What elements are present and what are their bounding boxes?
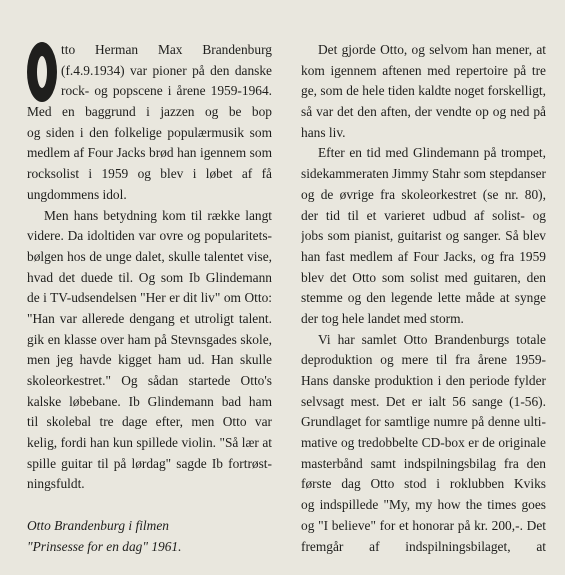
text-line: tto Herman Max Brandenburg bbox=[61, 42, 272, 57]
text-line: medlem af Four Jacks brød han igennem som bbox=[27, 145, 272, 161]
text-line: Med en baggrund i jazzen og be bop bbox=[27, 104, 272, 120]
text-line: masterbånd samt indspilningsbilag fra den bbox=[301, 455, 546, 471]
text-line: han fast medlem af Four Jacks, og fra 1959 bbox=[301, 248, 546, 264]
text-line: og siden i den folkelige populærmusik som bbox=[27, 124, 272, 140]
text-line: Efter en tid med Glindemann på trompet, bbox=[318, 145, 546, 161]
photo-caption-line: "Prinsesse for en dag" 1961. bbox=[27, 538, 182, 554]
text-line: selvsagt mest. Det er ialt 56 sange (1-56). bbox=[301, 393, 546, 409]
text-line: mative og tredobbelte CD-box er de originale bbox=[301, 435, 546, 451]
text-line: deproduktion og mere til fra årene 1959- bbox=[301, 352, 546, 368]
text-line: blev det Otto som solist med guitaren, den bbox=[301, 269, 546, 285]
text-line: bølgen hos de unge dalet, skulle talentet vise, bbox=[27, 248, 272, 264]
right-column bbox=[301, 40, 546, 557]
text-line: de i TV-udsendelsen "Her er dit liv" om Otto: bbox=[27, 290, 272, 306]
text-line: ungdommens idol. bbox=[27, 186, 127, 202]
text-line: ningsfuldt. bbox=[27, 476, 85, 492]
photo-caption-line: Otto Brandenburg i filmen bbox=[27, 517, 169, 533]
text-line: kom igennem aftenen med repertoire på tre bbox=[301, 62, 546, 78]
text-line: jobs som pianist, guitarist og sanger. Så blev bbox=[301, 228, 546, 244]
text-line: kelig, fordi han kun spillede violin. "Så lær at bbox=[27, 435, 272, 451]
text-line: der tog hele landet med storm. bbox=[301, 310, 464, 326]
text-line: "Han var allerede dengang et utroligt talent. bbox=[27, 310, 272, 326]
text-line: Men hans betydning kom til række langt bbox=[44, 207, 272, 223]
text-line: videre. Da idoltiden var ovre og popularitets- bbox=[27, 228, 272, 244]
text-line: stemme og den legende lette måde at synge bbox=[301, 290, 546, 306]
text-line: (f.4.9.1934) var pioner på den danske bbox=[61, 62, 272, 78]
text-line: hans liv. bbox=[301, 124, 346, 140]
text-line: sidekammeraten Jimmy Stahr som stepdanser bbox=[301, 166, 546, 182]
text-line: der tid til et varieret udbud af solist- og bbox=[301, 207, 546, 223]
text-line: fremgår af indspilningsbilaget, at bbox=[301, 538, 546, 554]
text-line: første dag Otto stod i roklubben Kviks bbox=[301, 476, 546, 492]
text-line: Vi har samlet Otto Brandenburgs totale bbox=[318, 331, 546, 347]
text-line: til skolebal tre dage efter, men Otto var bbox=[27, 414, 272, 430]
text-line: Grundlaget for samtlige numre på denne ulti- bbox=[301, 414, 546, 430]
text-line: gik en klasse over ham på Stevnsgades skole, bbox=[27, 331, 272, 347]
text-line: spille guitar til på lørdag" sagde Ib fortrøst- bbox=[27, 455, 272, 471]
drop-cap-letter bbox=[27, 42, 57, 102]
text-line: men jeg havde kigget ham ud. Han skulle bbox=[27, 352, 272, 368]
text-line: og "I believe" for et honorar på kr. 200,-. Det bbox=[301, 517, 546, 533]
text-line: skoleorkestret." Og sådan startede Otto's bbox=[27, 373, 272, 388]
text-line: Det gjorde Otto, og selvom han mener, at bbox=[318, 42, 546, 57]
text-line: så var det den aften, der vendte op og ned på bbox=[301, 104, 546, 120]
text-line: og de øvrige fra skoleorkestret (se nr. 80), bbox=[301, 186, 546, 202]
text-line: rock- og popscene i årene 1959-1964. bbox=[61, 83, 272, 99]
left-column bbox=[27, 40, 272, 557]
text-line: hvad det duede til. Og som Ib Glindemann bbox=[27, 269, 272, 285]
text-line: rocksolist i 1959 og blev i løbet af få bbox=[27, 166, 272, 182]
text-line: og indspillede "My, my how the times goes bbox=[301, 497, 546, 513]
text-line: kalske løbebane. Ib Glindemann bad ham bbox=[27, 393, 272, 409]
text-line: Hans danske produktion i den periode fylder bbox=[301, 373, 546, 388]
text-line: ge, som de hele tiden kaldte noget forskelligt, bbox=[301, 83, 546, 99]
